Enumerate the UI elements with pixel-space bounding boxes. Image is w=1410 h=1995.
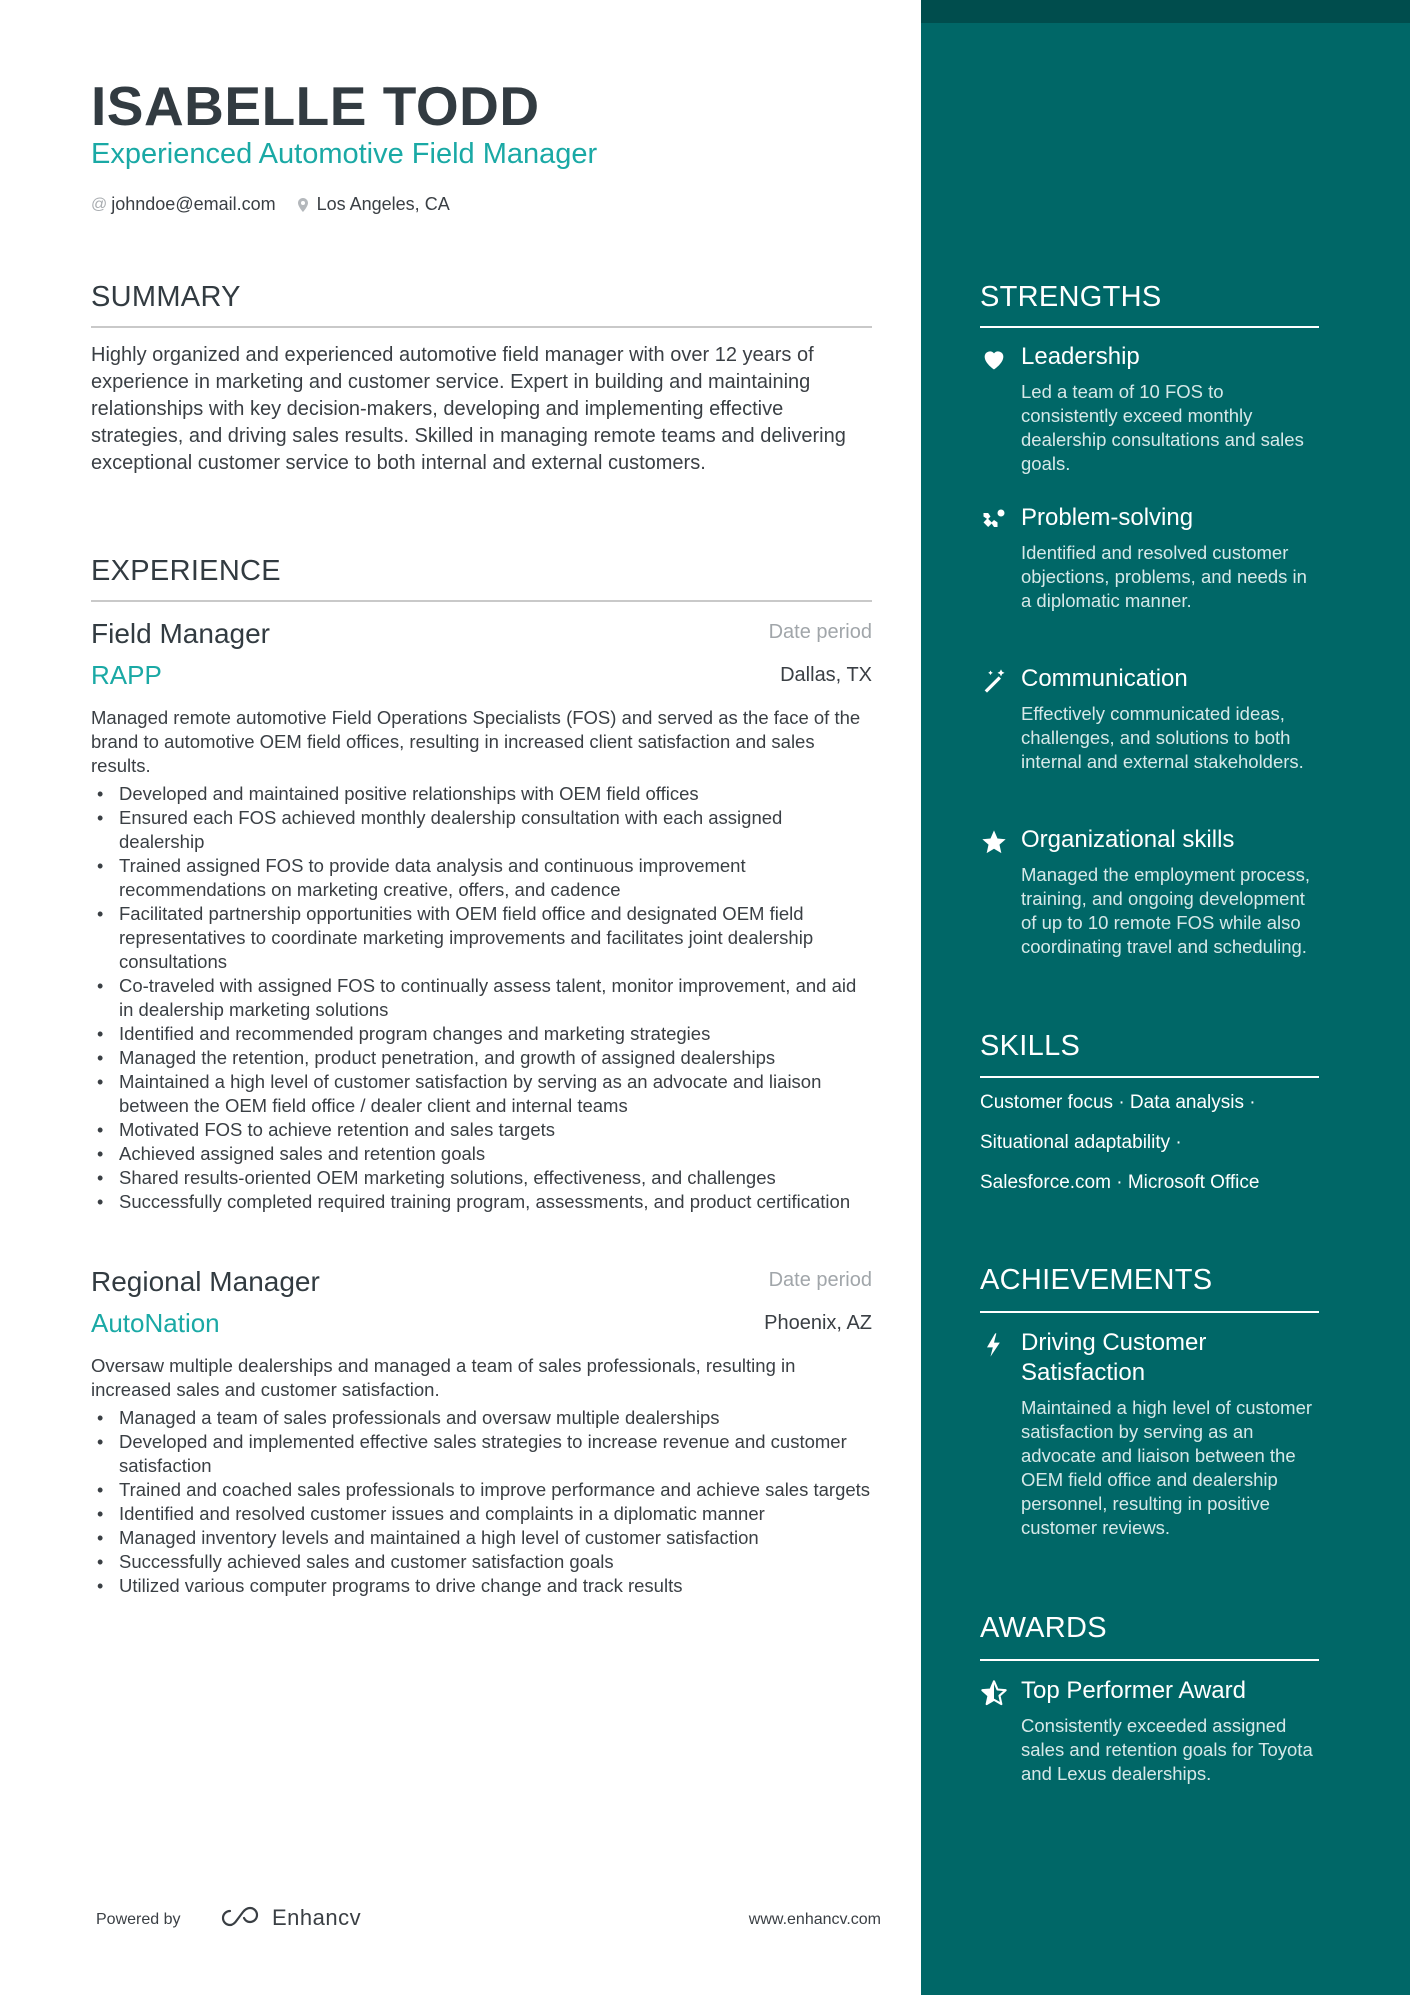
job-date: Date period <box>768 621 872 643</box>
awards-heading: AWARDS <box>980 1612 1107 1644</box>
strength-item <box>980 664 1319 774</box>
job-company: RAPP <box>91 660 162 690</box>
job-role: Field Manager <box>91 618 270 649</box>
list-item: • Successfully completed required training program, assessments, and product certification <box>91 1190 872 1214</box>
achievement-text: Maintained a high level of customer satisfaction by serving as an advocate and liaison between the OEM field office and dealership personnel, resulting in positive customer reviews. <box>1021 1397 1313 1538</box>
footer <box>96 1905 881 1935</box>
job-date: Date period <box>768 1269 872 1291</box>
list-item: • Ensured each FOS achieved monthly dealership consultation with each assigned dealership <box>91 806 872 854</box>
half-star-icon <box>980 1679 1008 1707</box>
list-item: • Maintained a high level of customer satisfaction by serving as an advocate and liaison between the OEM field office / dealer client and internal teams <box>91 1070 872 1118</box>
awards-divider <box>980 1659 1319 1661</box>
strength-title: Communication <box>1021 665 1188 692</box>
sidebar <box>921 0 1410 1995</box>
job-location: Phoenix, AZ <box>764 1312 872 1334</box>
skills-line: Salesforce.com · Microsoft Office <box>980 1172 1260 1193</box>
skills-divider <box>980 1076 1319 1078</box>
strength-item <box>980 503 1319 613</box>
puzzle-icon <box>980 506 1008 534</box>
job-description: Oversaw multiple dealerships and managed a team of sales professionals, resulting in increased sales and customer satisfaction. <box>91 1355 796 1400</box>
candidate-name: ISABELLE TODD <box>91 75 540 137</box>
list-item: • Trained assigned FOS to provide data analysis and continuous improvement recommendations on marketing creative, offers, and cadence <box>91 854 872 902</box>
location-text: Los Angeles, CA <box>316 194 450 214</box>
achievements-heading: ACHIEVEMENTS <box>980 1264 1213 1296</box>
list-item: • Shared results-oriented OEM marketing solutions, effectiveness, and challenges <box>91 1166 872 1190</box>
job-company: AutoNation <box>91 1308 220 1338</box>
email-link[interactable]: johndoe@email.com <box>111 194 276 214</box>
job-bullets <box>91 1406 872 1598</box>
skills-line: Situational adaptability · <box>980 1132 1182 1153</box>
list-item: • Co-traveled with assigned FOS to continually assess talent, monitor improvement, and aid in dealership marketing solutions <box>91 974 872 1022</box>
list-item: • Facilitated partnership opportunities with OEM field office and designated OEM field representatives to coordinate marketing improvements and facilitates joint dealership consultations <box>91 902 872 974</box>
award-item <box>980 1676 1319 1786</box>
powered-by-text: Powered by <box>96 1911 181 1928</box>
list-item: • Trained and coached sales professionals to improve performance and achieve sales targets <box>91 1478 872 1502</box>
star-icon <box>980 828 1008 856</box>
candidate-title: Experienced Automotive Field Manager <box>91 138 598 170</box>
list-item: • Successfully achieved sales and customer satisfaction goals <box>91 1550 872 1574</box>
brand-name: Enhancv <box>272 1905 362 1930</box>
list-item: • Utilized various computer programs to drive change and track results <box>91 1574 872 1598</box>
experience-divider <box>91 600 872 602</box>
list-item: • Developed and maintained positive relationships with OEM field offices <box>91 782 872 806</box>
achievements-divider <box>980 1311 1319 1313</box>
skills-line: Customer focus · Data analysis · <box>980 1092 1256 1113</box>
location-pin-icon <box>298 198 308 212</box>
strengths-heading: STRENGTHS <box>980 281 1162 313</box>
achievement-title: Driving Customer Satisfaction <box>1021 1329 1207 1386</box>
list-item: • Achieved assigned sales and retention goals <box>91 1142 872 1166</box>
job-location: Dallas, TX <box>780 664 872 686</box>
skills-list <box>980 1092 1319 1212</box>
enhancv-logo-icon <box>216 1906 264 1930</box>
sidebar-top-band <box>921 0 1410 23</box>
strength-title: Organizational skills <box>1021 826 1235 853</box>
strength-text: Led a team of 10 FOS to consistently exceed monthly dealership consultations and sales goals. <box>1021 381 1304 474</box>
magic-wand-icon <box>980 667 1008 695</box>
strength-title: Leadership <box>1021 343 1140 370</box>
enhancv-logo[interactable] <box>216 1905 361 1931</box>
job-role: Regional Manager <box>91 1266 320 1297</box>
achievement-item <box>980 1328 1319 1540</box>
contact-info <box>91 194 450 215</box>
list-item: • Managed a team of sales professionals and oversaw multiple dealerships <box>91 1406 872 1430</box>
award-title: Top Performer Award <box>1021 1677 1246 1704</box>
at-icon: @ <box>91 195 108 213</box>
list-item: • Managed the retention, product penetration, and growth of assigned dealerships <box>91 1046 872 1070</box>
list-item: • Managed inventory levels and maintained a high level of customer satisfaction <box>91 1526 872 1550</box>
job-description: Managed remote automotive Field Operations Specialists (FOS) and served as the face of the brand to automotive OEM field offices, resulting in increased client satisfaction and sales results. <box>91 707 861 776</box>
summary-divider <box>91 326 872 328</box>
strength-item <box>980 342 1319 476</box>
list-item: • Identified and recommended program changes and marketing strategies <box>91 1022 872 1046</box>
strength-item <box>980 825 1319 959</box>
list-item: • Motivated FOS to achieve retention and sales targets <box>91 1118 872 1142</box>
website-link[interactable]: www.enhancv.com <box>748 1911 881 1928</box>
skills-heading: SKILLS <box>980 1030 1081 1062</box>
strength-text: Effectively communicated ideas, challenges, and solutions to both internal and external stakeholders. <box>1021 703 1304 772</box>
summary-heading: SUMMARY <box>91 281 241 313</box>
list-item: • Developed and implemented effective sales strategies to increase revenue and customer satisfaction <box>91 1430 872 1478</box>
strength-text: Managed the employment process, training, and ongoing development of up to 10 remote FOS while also coordinating travel and scheduling. <box>1021 864 1310 957</box>
strength-text: Identified and resolved customer objections, problems, and needs in a diplomatic manner. <box>1021 542 1307 611</box>
summary-text: Highly organized and experienced automotive field manager with over 12 years of experience in marketing and customer service. Expert in building and maintaining relationships with key decision-makers, developing and implementing effective strategies, and driving sales results. Skilled in managing remote teams and delivering exceptional customer service to both internal and external customers. <box>91 344 846 474</box>
strengths-divider <box>980 326 1319 328</box>
experience-heading: EXPERIENCE <box>91 555 281 587</box>
list-item: • Identified and resolved customer issues and complaints in a diplomatic manner <box>91 1502 872 1526</box>
heart-icon <box>980 345 1008 373</box>
job-bullets <box>91 782 872 1214</box>
strength-title: Problem-solving <box>1021 504 1194 531</box>
lightning-icon <box>980 1331 1008 1359</box>
award-text: Consistently exceeded assigned sales and retention goals for Toyota and Lexus dealerships. <box>1021 1715 1313 1784</box>
